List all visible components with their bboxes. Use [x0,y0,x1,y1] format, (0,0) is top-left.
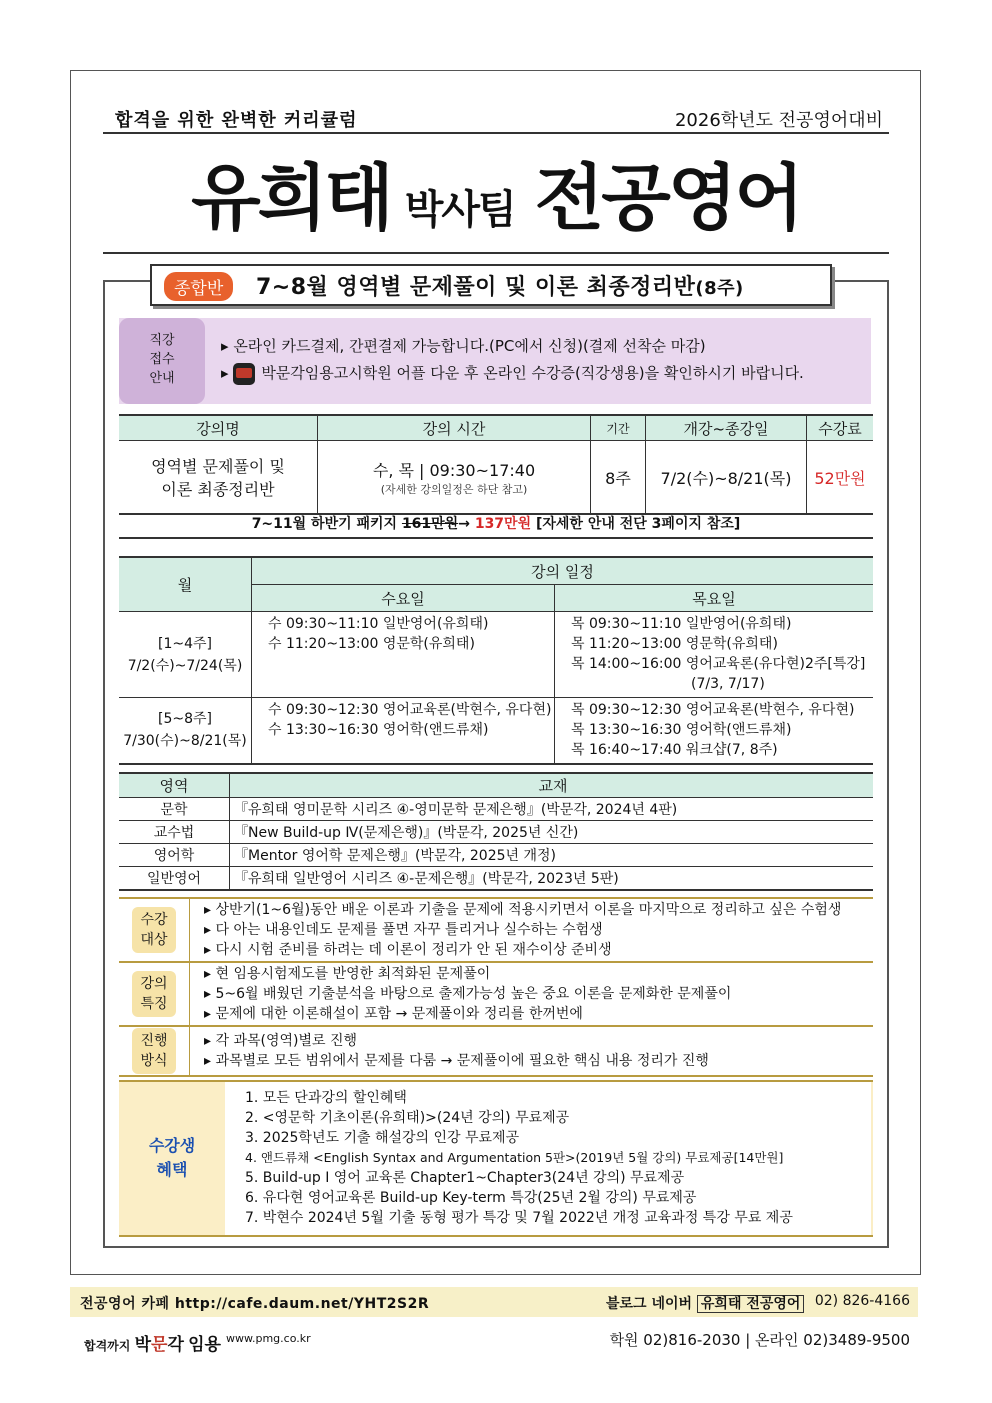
cafe-link[interactable]: 전공영어 카페 http://cafe.daum.net/YHT2S2R [80,1296,430,1312]
header-schedule: 강의 일정 [252,557,874,585]
header-time: 강의 시간 [318,415,591,441]
header-textbook: 교재 [230,773,874,798]
details-method: 진행 방식 ▸ 각 과목(영역)별로 진행 ▸ 과목별로 모든 범위에서 문제를 다룸 → 문제풀이에 필요한 핵심 내용 정리가 진행 [119,1026,873,1076]
student-benefits [119,1080,873,1237]
target-label: 수강 대상 [132,907,176,953]
registration-line-2: ▸ 박문각임용고시학원 어플 다운 후 온라인 수강증(직강생용)을 확인하시기 바랍니다. [221,362,804,385]
course-type-badge: 종합반 [164,272,233,301]
brand-logo: 합격까지 박문각 임용 [84,1335,221,1355]
title-name: 유희태 [191,156,391,240]
footer-links [70,1287,918,1317]
tagline: 합격을 위한 완벽한 커리큘럼 [115,110,358,131]
banner-title: 7~8월 영역별 문제풀이 및 이론 최종정리반(8주) [256,275,744,300]
package-note: 7~11월 하반기 패키지 161만원→ 137만원 [자세한 안내 전단 3페이지 참조] [119,513,873,539]
main-title [103,140,889,250]
course-details-table [119,897,873,1077]
list-item: 2. <영문학 기초이론(유희태)>(24년 강의) 무료제공 [245,1110,570,1126]
schedule-period: [5~8주] 7/30(수)~8/21(목) [119,698,252,764]
benefits-label: 수강생 혜택 [148,1136,196,1179]
textbook-row: 일반영어 『유희태 일반영어 시리즈 ④-문제은행』(박문각, 2023년 5판) [119,867,873,891]
list-item: 1. 모든 단과강의 할인혜택 [245,1090,407,1106]
header-fee: 수강료 [807,415,874,441]
header-top-row [103,104,889,134]
header-thursday: 목요일 [555,585,874,612]
course-time: 수, 목 | 09:30~17:40 (자세한 강의일정은 하단 참고) [318,441,591,515]
schedule-row [119,698,873,764]
list-item: 7. 박현수 2024년 5월 기출 동형 평가 특강 및 7월 2022년 개정 교육과정 특강 무료 제공 [245,1210,793,1226]
title-rule [103,252,889,254]
textbook-row: 영어학 『Mentor 영어학 문제은행』(박문각, 2025년 개정) [119,844,873,867]
pmg-app-icon [233,363,255,385]
course-duration: 8주 [591,441,646,515]
registration-line-1: ▸ 온라인 카드결제, 간편결제 가능합니다.(PC에서 신청)(결제 선착순 마감) [221,337,706,355]
registration-info [119,318,871,404]
contact-phones: 학원 02)816-2030 | 온라인 02)3489-9500 [609,1331,910,1349]
schedule-wednesday: 수 09:30~12:30 영어교육론(박현수, 유다현) 수 13:30~16:30 영어학(앤드류채) [252,698,555,764]
course-table [119,414,873,515]
blog-link[interactable]: 블로그 네이버 유희태 전공영어 [606,1293,804,1313]
course-dates: 7/2(수)~8/21(목) [646,441,807,515]
schedule-thursday: 목 09:30~12:30 영어교육론(박현수, 유다현) 목 13:30~16:30 영어학(앤드류채) 목 16:40~17:40 워크샵(7, 8주) [555,698,874,764]
schedule-table [119,556,873,765]
header-month: 월 [119,557,252,612]
header-wednesday: 수요일 [252,585,555,612]
title-subject: 전공영어 [534,156,801,240]
schedule-period: [1~4주] 7/2(수)~7/24(목) [119,612,252,698]
course-banner [150,264,832,306]
target-year: 2026학년도 전공영어대비 [674,110,883,131]
list-item: 5. Build-up Ⅰ 영어 교육론 Chapter1~Chapter3(24년 강의) 무료제공 [245,1170,685,1186]
textbook-row: 교수법 『New Build-up Ⅳ(문제은행)』(박문각, 2025년 신간) [119,821,873,844]
course-name: 영역별 문제풀이 및 이론 최종정리반 [119,441,318,515]
details-target: 수강 대상 ▸ 상반기(1~6월)동안 배운 이론과 기출을 문제에 적용시키면서 이론을 마지막으로 정리하고 싶은 수험생 ▸ 다 아는 내용인데도 문제를 풀면 자꾸 틀리거나 실수하는 수험생 ▸ 다시 시험 준비를 하려는 데 이론이 정리가 안 된 재수이상 준비생 [119,898,873,962]
header-course-name: 강의명 [119,415,318,441]
list-item: 3. 2025학년도 기출 해설강의 인강 무료제공 [245,1130,520,1146]
schedule-wednesday: 수 09:30~11:10 일반영어(유희태) 수 11:20~13:00 영문학(유희태) [252,612,555,698]
list-item: 4. 앤드류채 <English Syntax and Argumentation 5판>(2019년 5월 강의) 무료제공[14만원] [245,1150,784,1165]
schedule-thursday: 목 09:30~11:10 일반영어(유희태) 목 11:20~13:00 영문학(유희태) 목 14:00~16:00 영어교육론(유다현)2주[특강] (7/3, 7/17) [555,612,874,698]
course-fee: 52만원 [807,441,874,515]
brand-url[interactable]: www.pmg.co.kr [226,1332,311,1345]
schedule-row [119,612,873,698]
benefits-list [225,1082,871,1235]
details-features: 강의 특징 ▸ 현 임용시험제도를 반영한 최적화된 문제풀이 ▸ 5~6월 배웠던 기출분석을 바탕으로 출제가능성 높은 중요 이론을 문제화한 문제풀이 ▸ 문제에 대한 이론해설이 포함 → 문제풀이와 정리를 한꺼번에 [119,962,873,1026]
footer-brand [70,1326,918,1354]
textbook-row: 문학 『유희태 영미문학 시리즈 ④-영미문학 문제은행』(박문각, 2024년 4판) [119,798,873,821]
blog-phone: 02) 826-4166 [814,1293,910,1309]
header-area: 영역 [119,773,230,798]
title-team: 박사팀 [404,187,515,233]
header-dates: 개강~종강일 [646,415,807,441]
header-duration: 기간 [591,415,646,441]
textbook-table [119,772,873,891]
registration-label: 직강 접수 안내 [119,318,205,404]
features-label: 강의 특징 [132,971,176,1017]
method-label: 진행 방식 [132,1028,176,1074]
list-item: 6. 유다현 영어교육론 Build-up Key-term 특강(25년 2월 강의) 무료제공 [245,1190,697,1206]
